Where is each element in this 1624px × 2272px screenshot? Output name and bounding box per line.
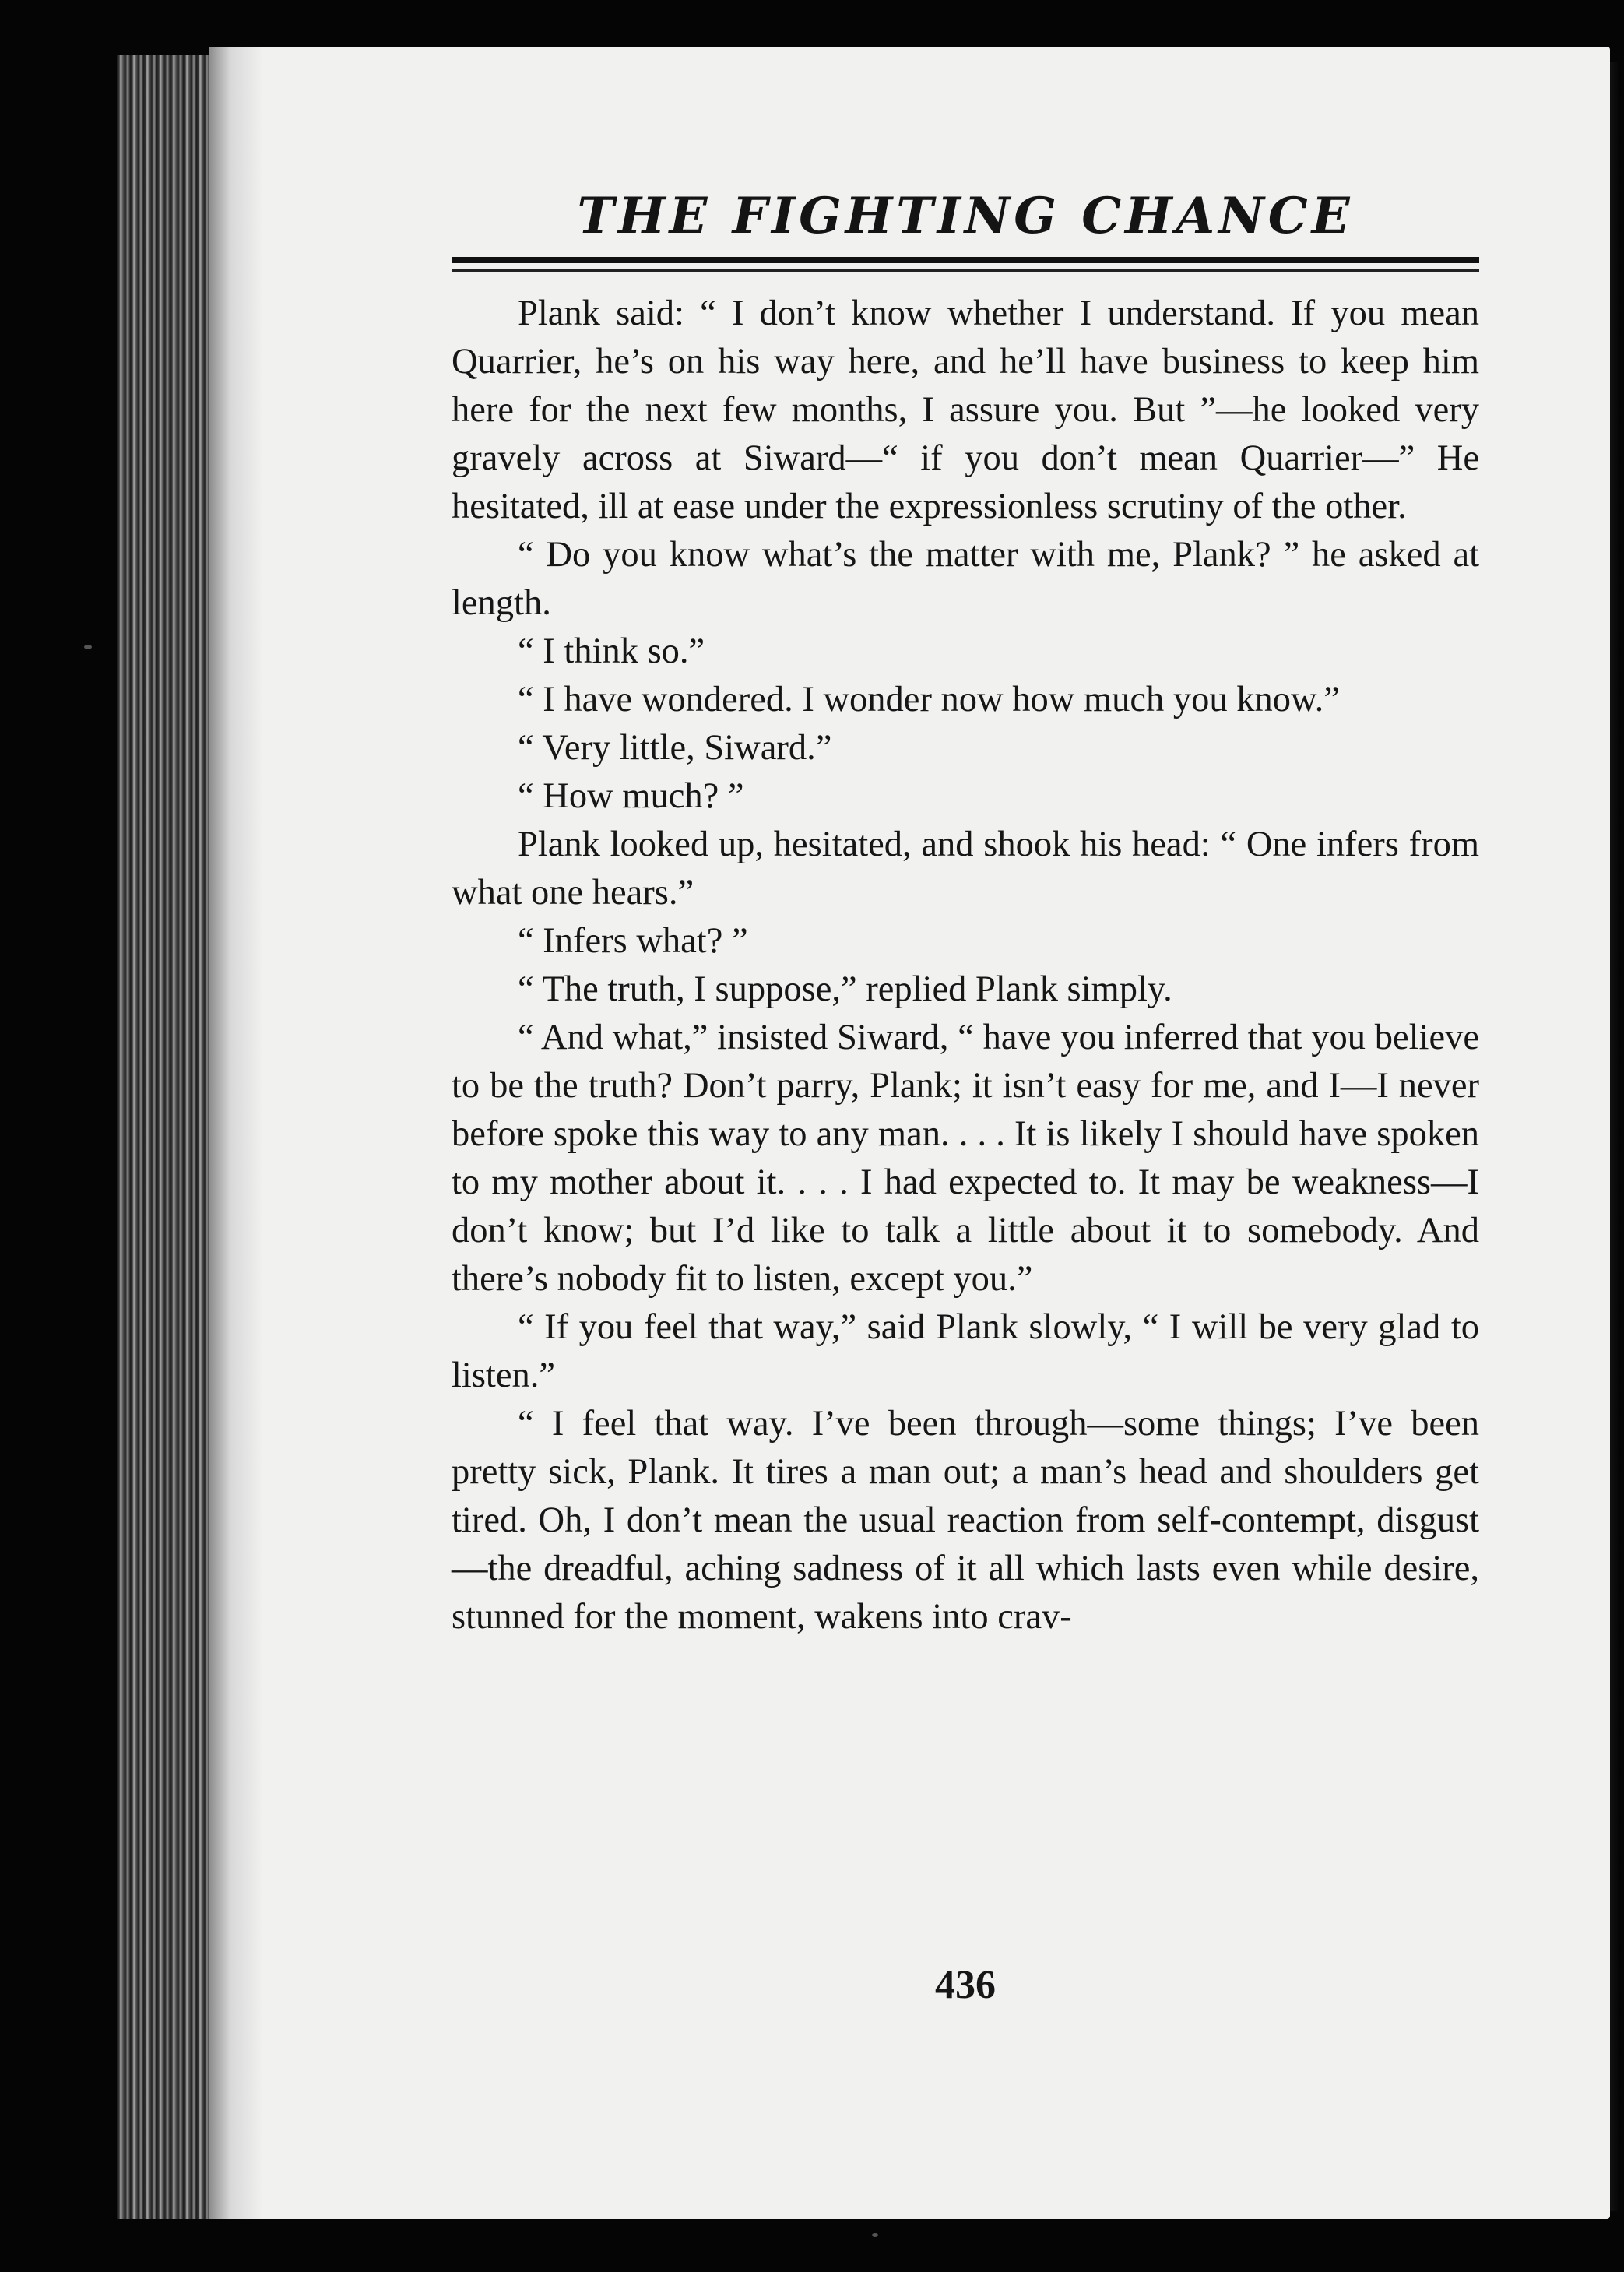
paragraph: Plank said: “ I don’t know whether I understand. If you mean Quarrier, he’s on his way here, and he’ll have business to keep him here for the next few months, I assure you. But ”—he looked very gravely across at Siward—“ if you don’t mean Quarrier—” He hesitated, ill at ease under the expressionless scrutiny of the other.: [452, 294, 1479, 526]
header-rule-thick: [452, 257, 1479, 263]
scan-speck: [872, 2233, 878, 2237]
paragraph: “ How much? ”: [518, 776, 744, 816]
paragraph: “ Very little, Siward.”: [518, 728, 832, 768]
paragraph: Plank looked up, hesitated, and shook his head: “ One infers from what one hears.”: [452, 825, 1479, 913]
page-number: 436: [935, 1963, 996, 2007]
body-text: [452, 290, 1479, 1948]
paragraph: “ I have wondered. I wonder now how much you know.”: [518, 680, 1340, 719]
paragraph: “ Do you know what’s the matter with me, Plank? ” he asked at length.: [452, 535, 1479, 623]
running-head: THE FIGHTING CHANCE: [577, 187, 1354, 245]
paragraph: “ I feel that way. I’ve been through—some things; I’ve been pretty sick, Plank. It tires a man out; a man’s head and shoulders get tired. Oh, I don’t mean the usual reaction from self-contempt, disgust—the dreadful, aching sadness of it all which lasts even while desire, stunned for the moment, wakens into crav-: [452, 1404, 1479, 1637]
paragraph: “ I think so.”: [518, 631, 705, 671]
paragraph: “ Infers what? ”: [518, 921, 748, 961]
paragraph: “ If you feel that way,” said Plank slowly, “ I will be very glad to listen.”: [452, 1307, 1479, 1395]
scan-speck: [84, 645, 92, 649]
paragraph: “ The truth, I suppose,” replied Plank simply.: [518, 969, 1172, 1009]
page-gutter-shading: [209, 47, 263, 2219]
paragraph: “ And what,” insisted Siward, “ have you inferred that you believe to be the truth? Don’t parry, Plank; it isn’t easy for me, and I—I never before spoke this way to any man. . . . It is likely I should have spoken to my mother about it. . . . I had expected to. It may be weakness—I don’t know; but I’d like to talk a little about it to somebody. And there’s nobody fit to listen, except you.”: [452, 1018, 1479, 1299]
header-rule-thin: [452, 269, 1479, 272]
